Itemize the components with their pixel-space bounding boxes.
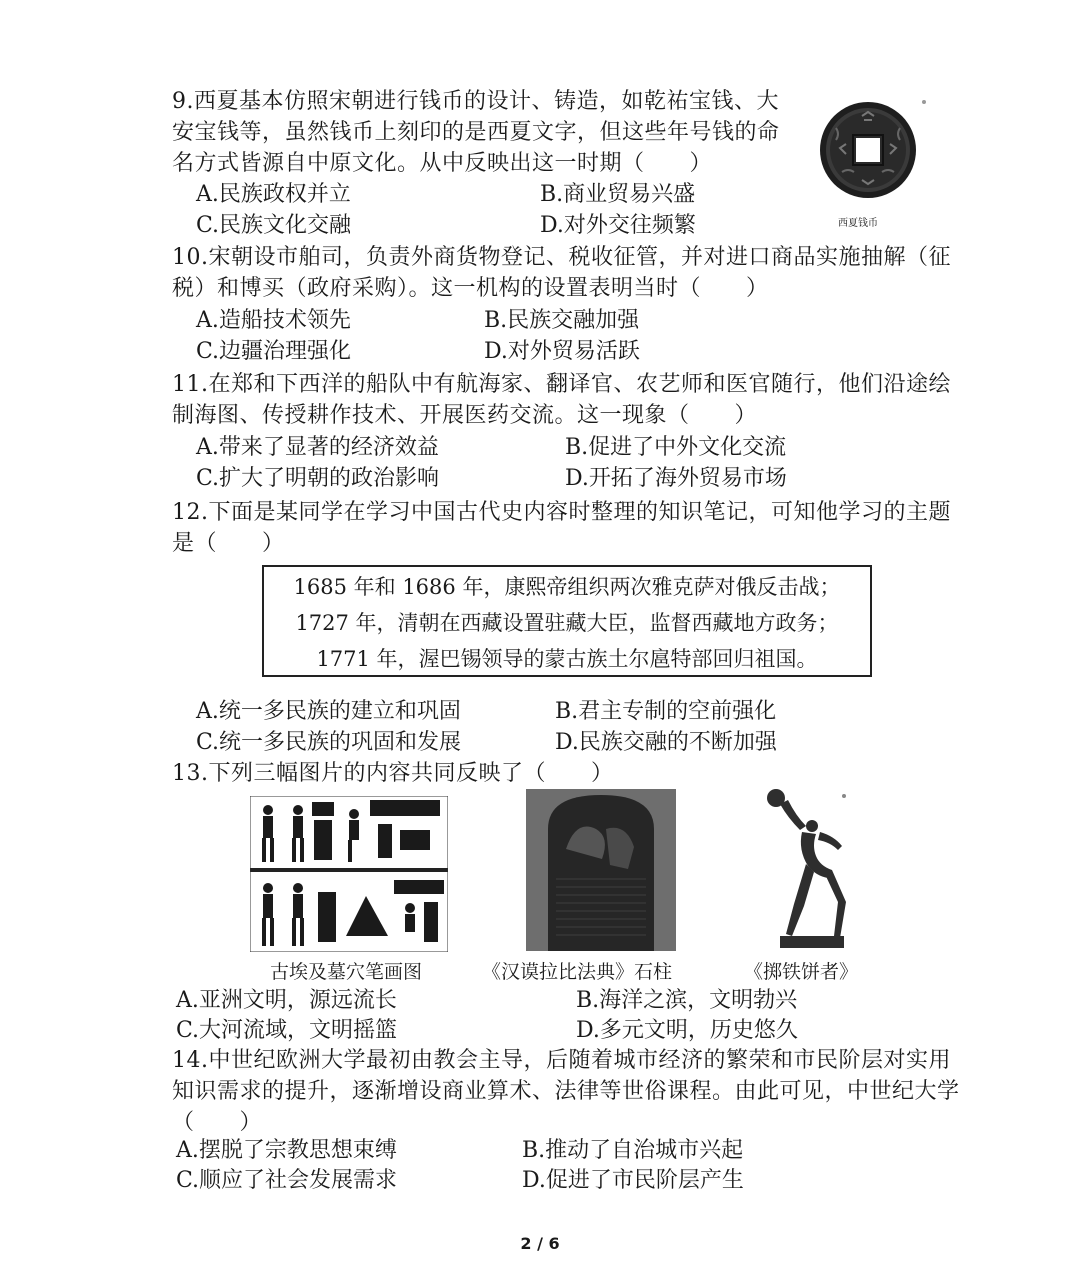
question-14 [172,1045,967,1138]
question-13-stem: 13.下列三幅图片的内容共同反映了（ ） [172,761,614,786]
q14-option-c: C.顺应了社会发展需求 [176,1168,398,1193]
q12-option-b: B.君主专制的空前强化 [555,699,777,724]
q11-option-c: C.扩大了明朝的政治影响 [196,466,440,491]
question-10-stem: 10.宋朝设市舶司，负责外商货物登记、税收征管，并对进口商品实施抽解（征税）和博买（政府采购）。这一机构的设置表明当时（ ） [172,245,951,301]
hammurabi-stele-image [526,789,676,951]
question-11 [172,369,962,431]
caption-egyptian-painting: 古埃及墓穴笔画图 [270,961,423,983]
question-9-stem: 9.西夏基本仿照宋朝进行钱币的设计、铸造，如乾祐宝钱、大安宝钱等，虽然钱币上刻印的是西夏文字，但这些年号钱的命名方式皆源自中原文化。从中反映出这一时期（ ） [172,89,780,176]
coin-caption: 西夏钱币 [838,218,878,229]
question-13 [172,758,962,789]
q9-option-c: C.民族文化交融 [196,213,352,238]
q13-option-b: B.海洋之滨，文明勃兴 [576,988,798,1013]
q11-option-a: A.带来了显著的经济效益 [196,435,439,460]
question-12 [172,497,962,559]
q10-option-d: D.对外贸易活跃 [484,339,640,364]
question-10 [172,242,962,304]
q11-option-d: D.开拓了海外贸易市场 [565,466,787,491]
q9-option-b: B.商业贸易兴盛 [540,182,696,207]
caption-hammurabi-stele: 《汉谟拉比法典》石柱 [482,961,673,983]
q12-option-c: C.统一多民族的巩固和发展 [196,730,462,755]
q12-option-d: D.民族交融的不断加强 [555,730,777,755]
discobolus-statue-image [758,786,858,954]
note-line-3: 1771 年，渥巴锡领导的蒙古族土尔扈特部回归祖国。 [316,647,818,671]
caption-discobolus: 《掷铁饼者》 [744,961,859,983]
question-12-stem: 12.下面是某同学在学习中国古代史内容时整理的知识笔记，可知他学习的主题是（ ） [172,500,951,556]
note-line-2: 1727 年，清朝在西藏设置驻藏大臣，监督西藏地方政务； [295,611,839,635]
knowledge-notes-box [262,565,872,677]
xixia-coin-image [806,98,936,208]
q10-option-c: C.边疆治理强化 [196,339,352,364]
question-11-stem: 11.在郑和下西洋的船队中有航海家、翻译官、农艺师和医官随行，他们沿途绘制海图、传授耕作技术、开展医药交流。这一现象（ ） [172,372,951,428]
q13-option-a: A.亚洲文明，源远流长 [176,988,397,1013]
q9-option-a: A.民族政权并立 [196,182,351,207]
q10-option-a: A.造船技术领先 [196,308,351,333]
q13-option-d: D.多元文明，历史悠久 [576,1018,798,1043]
page-number: 2 / 6 [520,1234,560,1253]
question-9 [172,86,792,179]
q11-option-b: B.促进了中外文化交流 [565,435,787,460]
q14-option-b: B.推动了自治城市兴起 [522,1138,744,1163]
note-line-1: 1685 年和 1686 年，康熙帝组织两次雅克萨对俄反击战； [293,575,841,599]
q13-option-c: C.大河流域，文明摇篮 [176,1018,398,1043]
q12-option-a: A.统一多民族的建立和巩固 [196,699,461,724]
q10-option-b: B.民族交融加强 [484,308,640,333]
q9-option-d: D.对外交往频繁 [540,213,696,238]
q14-option-a: A.摆脱了宗教思想束缚 [176,1138,397,1163]
q14-option-d: D.促进了市民阶层产生 [522,1168,744,1193]
egyptian-tomb-painting-image [250,796,448,952]
question-14-stem: 14.中世纪欧洲大学最初由教会主导，后随着城市经济的繁荣和市民阶层对实用知识需求的提升，逐渐增设商业算术、法律等世俗课程。由此可见，中世纪大学（ ） [172,1048,960,1135]
